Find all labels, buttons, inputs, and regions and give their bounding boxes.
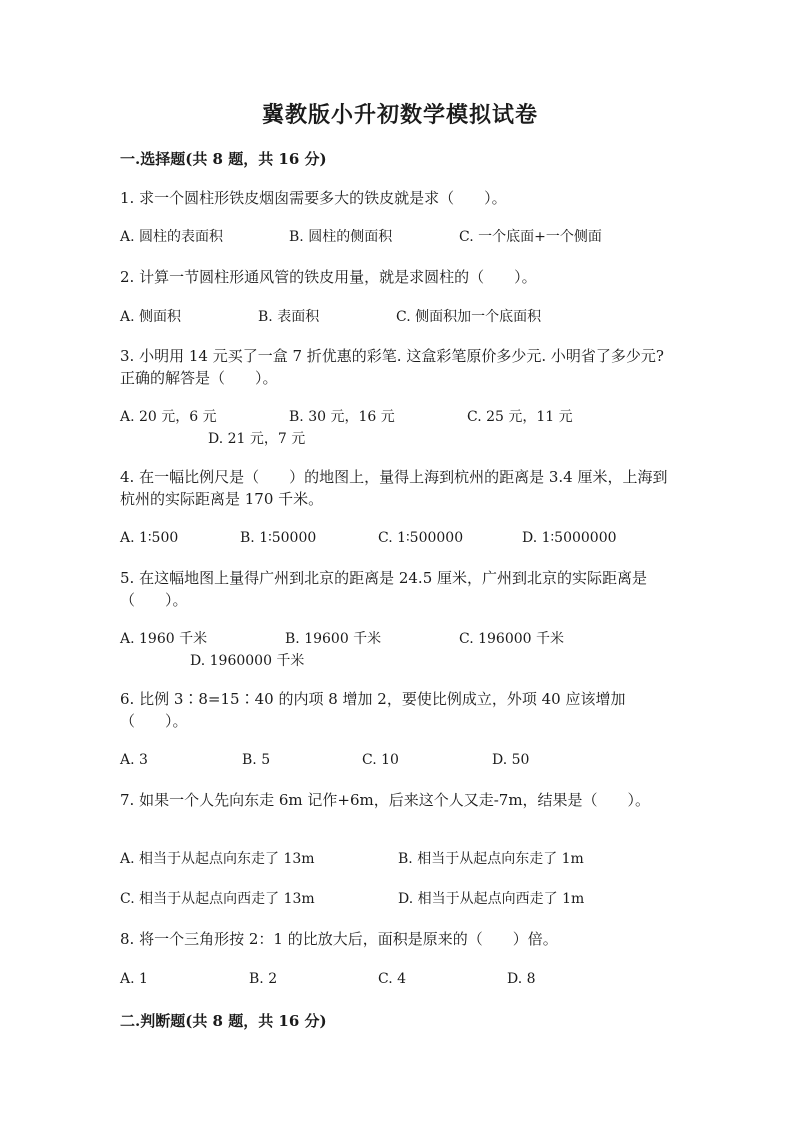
question-2: 2. 计算一节圆柱形通风管的铁皮用量，就是求圆柱的（ ）。 — [120, 268, 537, 286]
q3-option-a: A. 20 元，6 元 — [120, 409, 217, 425]
q4-option-b: B. 1∶50000 — [240, 530, 317, 546]
question-7: 7. 如果一个人先向东走 6m 记作+6m，后来这个人又走-7m，结果是（ ）。 — [120, 791, 651, 809]
q3-option-b: B. 30 元，16 元 — [289, 409, 395, 425]
question-4: 4. 在一幅比例尺是（ ）的地图上，量得上海到杭州的距离是 3.4 厘米，上海到杭州的实际距离是 170 千米。 — [120, 468, 668, 508]
q6-option-c: C. 10 — [362, 752, 399, 768]
question-8: 8. 将一个三角形按 2：1 的比放大后，面积是原来的（ ）倍。 — [120, 930, 558, 948]
q7-option-a: A. 相当于从起点向东走了 13m — [120, 851, 315, 867]
q8-option-b: B. 2 — [249, 971, 278, 987]
q8-option-a: A. 1 — [120, 971, 148, 987]
q7-option-d: D. 相当于从起点向西走了 1m — [398, 891, 585, 907]
q1-option-c: C. 一个底面+一个侧面 — [459, 229, 602, 245]
q1-option-a: A. 圆柱的表面积 — [120, 229, 224, 245]
q7-option-c: C. 相当于从起点向西走了 13m — [120, 891, 315, 907]
q5-option-a: A. 1960 千米 — [120, 631, 208, 647]
q5-option-d: D. 1960000 千米 — [190, 653, 305, 669]
q4-option-c: C. 1∶500000 — [378, 530, 464, 546]
page-title: 冀教版小升初数学模拟试卷 — [261, 102, 538, 128]
question-1: 1. 求一个圆柱形铁皮烟囱需要多大的铁皮就是求（ ）。 — [120, 189, 507, 207]
q8-option-d: D. 8 — [507, 971, 536, 987]
q4-option-d: D. 1∶5000000 — [522, 530, 617, 546]
q3-option-d: D. 21 元，7 元 — [208, 431, 306, 447]
question-6: 6. 比例 3∶8=15∶40 的内项 8 增加 2，要使比例成立，外项 40 应该增加（ ）。 — [120, 690, 626, 730]
q8-option-c: C. 4 — [378, 971, 407, 987]
section-heading-choice: 一.选择题(共 8 题，共 16 分) — [120, 150, 327, 168]
q2-option-a: A. 侧面积 — [120, 309, 182, 325]
question-5: 5. 在这幅地图上量得广州到北京的距离是 24.5 厘米，广州到北京的实际距离是（ ）。 — [120, 569, 648, 609]
question-3: 3. 小明用 14 元买了一盒 7 折优惠的彩笔. 这盒彩笔原价多少元. 小明省了多少元? 正确的解答是（ ）。 — [120, 347, 664, 387]
q2-option-b: B. 表面积 — [258, 309, 320, 325]
q6-option-a: A. 3 — [120, 752, 148, 768]
q6-option-b: B. 5 — [242, 752, 271, 768]
q7-option-b: B. 相当于从起点向东走了 1m — [398, 851, 584, 867]
q5-option-c: C. 196000 千米 — [459, 631, 565, 647]
q1-option-b: B. 圆柱的侧面积 — [289, 229, 393, 245]
q3-option-c: C. 25 元，11 元 — [467, 409, 573, 425]
q4-option-a: A. 1∶500 — [120, 530, 179, 546]
q6-option-d: D. 50 — [492, 752, 530, 768]
q2-option-c: C. 侧面积加一个底面积 — [396, 309, 542, 325]
section-heading-judgment: 二.判断题(共 8 题，共 16 分) — [120, 1012, 327, 1030]
q5-option-b: B. 19600 千米 — [285, 631, 382, 647]
